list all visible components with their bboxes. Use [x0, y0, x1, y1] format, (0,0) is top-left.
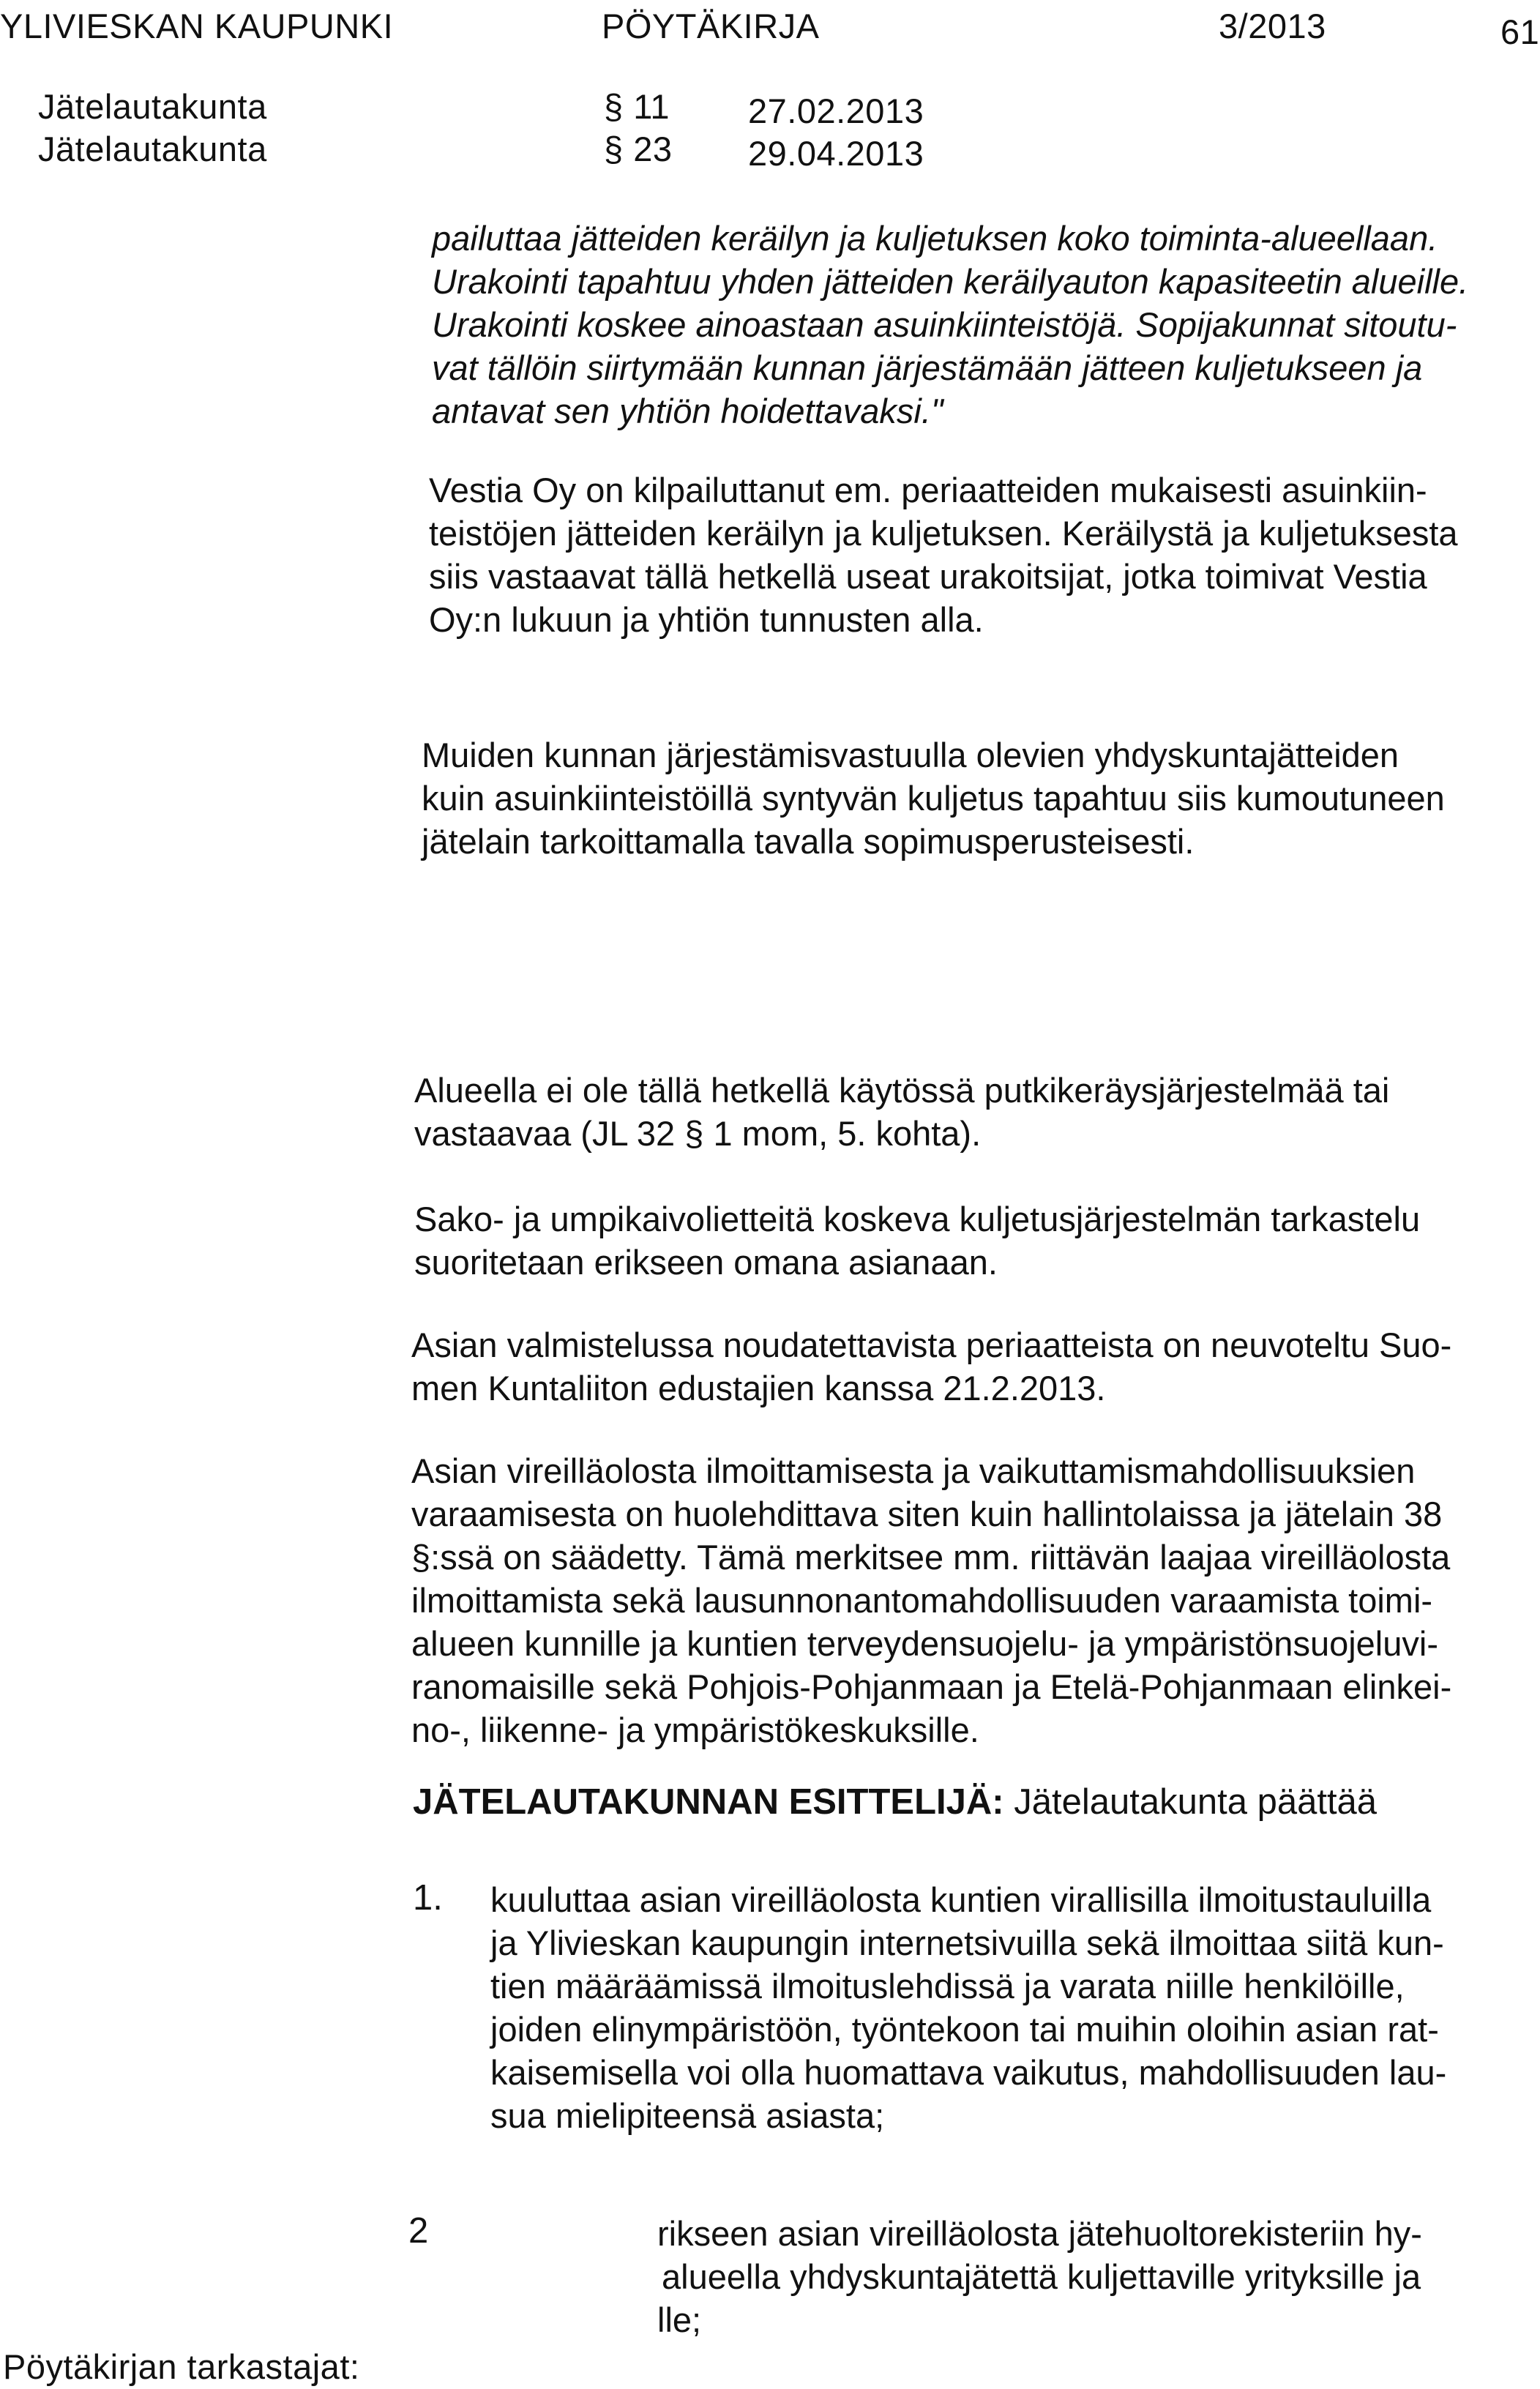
- paragraph-line: ilmoittamista sekä lausunnonantomahdollisuuden varaamista toimi-: [411, 1581, 1433, 1620]
- quote-line: antavat sen yhtiön hoidettavaksi.": [432, 392, 943, 430]
- org-name: YLIVIESKAN KAUPUNKI: [0, 7, 394, 45]
- document-number: 3/2013: [1219, 7, 1326, 45]
- paragraph-line: §:ssä on säädetty. Tämä merkitsee mm. riittävän laajaa vireilläolosta: [411, 1538, 1451, 1577]
- item-line: ja Ylivieskan kaupungin internetsivuilla sekä ilmoittaa siitä kun-: [490, 1923, 1444, 1962]
- item-line: lle;: [657, 2300, 702, 2339]
- item-line: kaisemisella voi olla huomattava vaikutus, mahdollisuuden lau-: [490, 2053, 1447, 2092]
- proposal-label: JÄTELAUTAKUNNAN ESITTELIJÄ:: [413, 1782, 1004, 1822]
- paragraph-line: Oy:n lukuun ja yhtiön tunnusten alla.: [429, 600, 984, 639]
- meta-date-2: 29.04.2013: [748, 134, 924, 173]
- paragraph-asian-vireillaolo: [411, 1449, 1451, 1751]
- item-line: joiden elinympäristöön, työntekoon tai muihin oloihin asian rat-: [490, 2010, 1439, 2049]
- paragraph-line: Asian vireilläolosta ilmoittamisesta ja vaikuttamismahdollisuuksien: [411, 1451, 1416, 1490]
- paragraph-line: ranomaisille sekä Pohjois-Pohjanmaan ja Etelä-Pohjanmaan elinkei-: [411, 1667, 1452, 1706]
- paragraph-line: Asian valmistelussa noudatettavista periaatteista on neuvoteltu Suo-: [411, 1326, 1452, 1364]
- item-line: alueella yhdyskuntajätettä kuljettaville yrityksille ja: [662, 2257, 1421, 2296]
- paragraph-asian-valmistelu: [411, 1323, 1451, 1410]
- paragraph-vestia: [429, 468, 1458, 641]
- document-type: PÖYTÄKIRJA: [602, 7, 820, 45]
- paragraph-line: Muiden kunnan järjestämisvastuulla olevien yhdyskuntajätteiden: [422, 736, 1399, 774]
- paragraph-line: Alueella ei ole tällä hetkellä käytössä putkikeräysjärjestelmää tai: [414, 1071, 1390, 1110]
- paragraph-line: suoritetaan erikseen omana asianaan.: [414, 1243, 998, 1282]
- paragraph-line: vastaavaa (JL 32 § 1 mom, 5. kohta).: [414, 1114, 982, 1153]
- page-number: 61: [1500, 12, 1540, 51]
- footer-checkers-label: Pöytäkirjan tarkastajat:: [3, 2347, 360, 2386]
- item-line: kuuluttaa asian vireilläolosta kuntien virallisilla ilmoitustauluilla: [490, 1880, 1432, 1919]
- item-2-text: [657, 2212, 1422, 2341]
- item-1-text: [490, 1878, 1446, 2137]
- meta-section-2: § 23: [604, 130, 673, 168]
- quote-line: Urakointi koskee ainoastaan asuinkiinteistöjä. Sopijakunnat sitoutu-: [432, 305, 1457, 344]
- item-2-number: 2: [408, 2211, 429, 2251]
- proposal-line: [413, 1782, 1377, 1822]
- paragraph-line: kuin asuinkiinteistöillä syntyvän kuljetus tapahtuu siis kumoutuneen: [422, 779, 1445, 818]
- paragraph-line: Sako- ja umpikaivolietteitä koskeva kuljetusjärjestelmän tarkastelu: [414, 1200, 1421, 1238]
- item-line: sua mielipiteensä asiasta;: [490, 2096, 885, 2135]
- paragraph-line: teistöjen jätteiden keräilyn ja kuljetuksen. Keräilystä ja kuljetuksesta: [429, 514, 1458, 553]
- paragraph-line: varaamisesta on huolehdittava siten kuin hallintolaissa ja jätelain 38: [411, 1495, 1443, 1533]
- quote-paragraph: [432, 217, 1468, 433]
- paragraph-alueella: [414, 1069, 1389, 1155]
- meta-section-1: § 11: [604, 87, 670, 126]
- item-line: tien määräämissä ilmoituslehdissä ja varata niille henkilöille,: [490, 1967, 1405, 2005]
- proposal-text: Jätelautakunta päättää: [1014, 1782, 1378, 1822]
- paragraph-line: no-, liikenne- ja ympäristökeskuksille.: [411, 1711, 979, 1749]
- paragraph-sako: [414, 1197, 1420, 1284]
- meta-body-2: Jätelautakunta: [38, 130, 267, 168]
- paragraph-line: alueen kunnille ja kuntien terveydensuojelu- ja ympäristönsuojeluvi-: [411, 1624, 1438, 1663]
- quote-line: pailuttaa jätteiden keräilyn ja kuljetuksen koko toiminta-alueellaan.: [432, 219, 1438, 258]
- paragraph-line: Vestia Oy on kilpailuttanut em. periaatteiden mukaisesti asuinkiin-: [429, 471, 1427, 509]
- meta-date-1: 27.02.2013: [748, 91, 924, 130]
- quote-line: vat tällöin siirtymään kunnan järjestämään jätteen kuljetukseen ja: [432, 348, 1423, 387]
- paragraph-line: jätelain tarkoittamalla tavalla sopimusperusteisesti.: [422, 822, 1195, 861]
- paragraph-muiden: [422, 733, 1445, 863]
- meta-body-1: Jätelautakunta: [38, 87, 267, 126]
- item-line: rikseen asian vireilläolosta jätehuoltorekisteriin hy-: [657, 2214, 1422, 2253]
- item-1-number: 1.: [413, 1878, 443, 1918]
- paragraph-line: siis vastaavat tällä hetkellä useat urakoitsijat, jotka toimivat Vestia: [429, 557, 1427, 596]
- quote-line: Urakointi tapahtuu yhden jätteiden keräilyauton kapasiteetin alueille.: [432, 262, 1469, 301]
- paragraph-line: men Kuntaliiton edustajien kanssa 21.2.2013.: [411, 1369, 1106, 1407]
